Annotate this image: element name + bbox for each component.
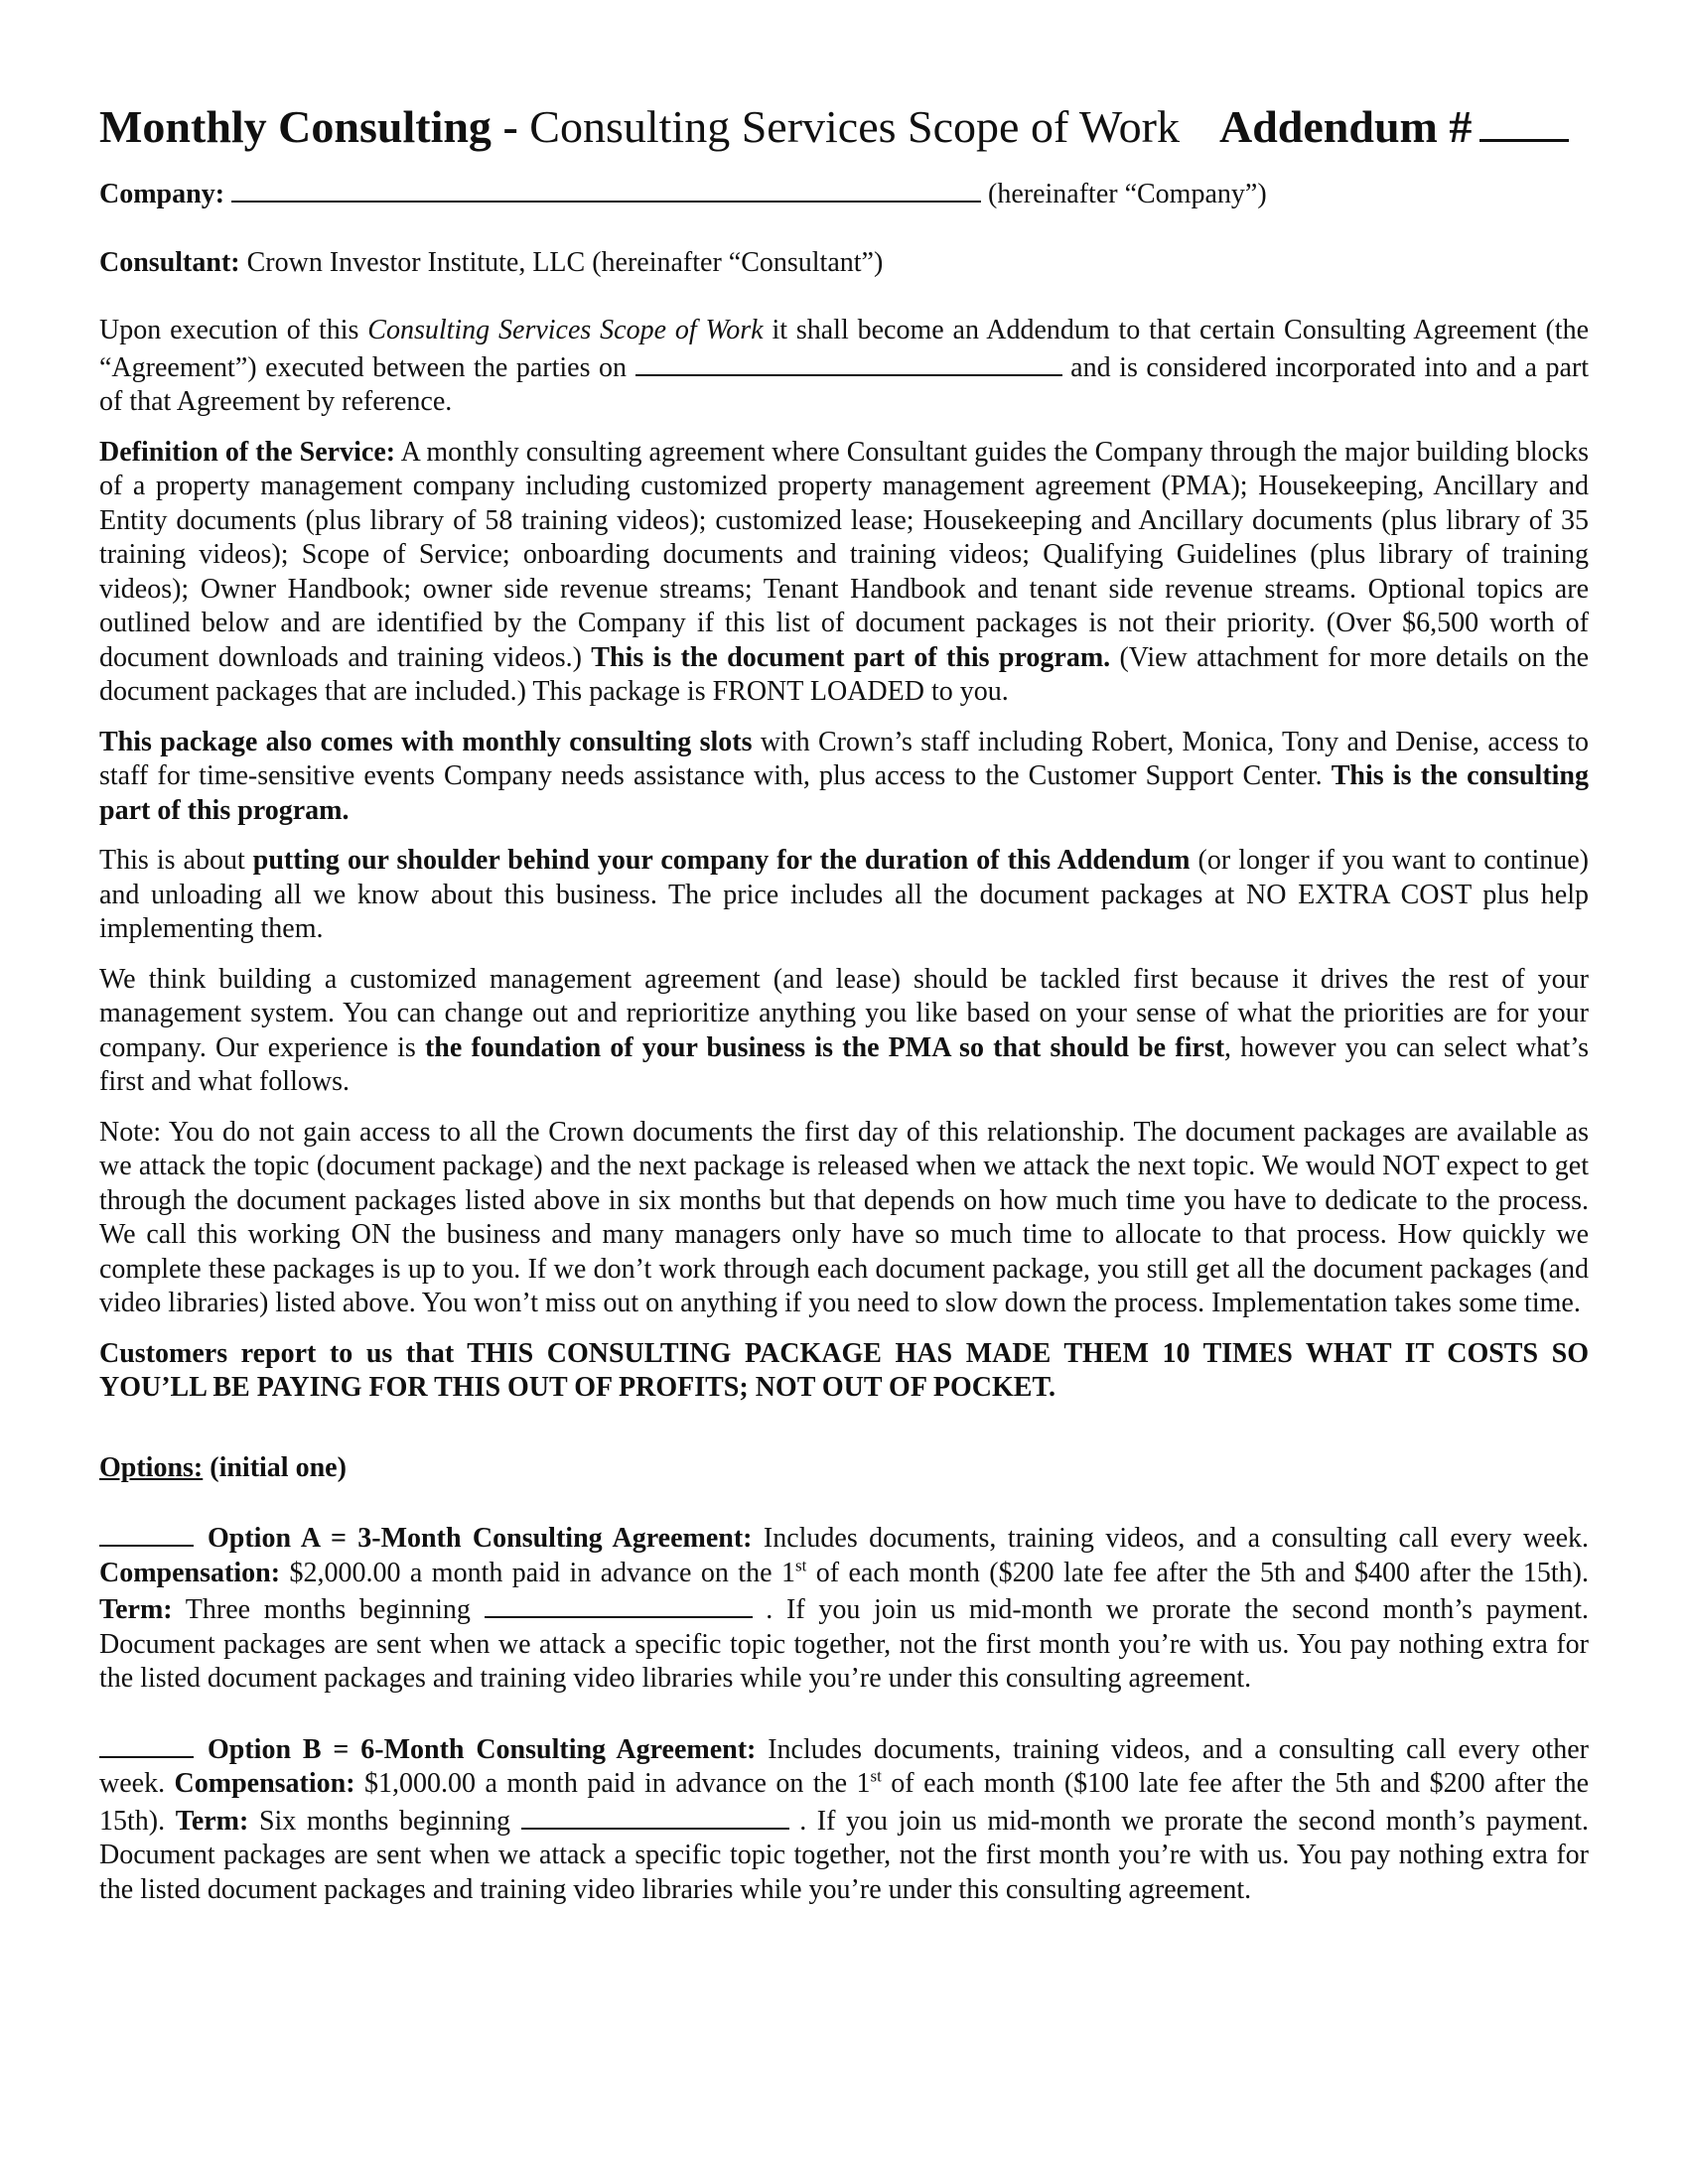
slots-bold-2: This is the consulting part of this program. — [99, 760, 1589, 826]
option-b-text-3: of each month ($100 late fee after the 5th and $200 after the 15th). — [99, 1768, 1590, 1837]
option-b-sup: st — [870, 1766, 882, 1786]
option-a-term-label: Term: — [99, 1594, 173, 1625]
slots-text: with Crown’s staff including Robert, Monica, Tony and Denise, access to staff for time-sensitive events Company needs assistance with, plus access to the Customer Support Center. — [99, 726, 1590, 791]
addendum-number-field[interactable] — [1479, 101, 1569, 142]
option-b-comp-label: Compensation: — [174, 1768, 355, 1799]
title-dash: - — [491, 101, 530, 152]
definition-text-2: (View attachment for more details on the document packages that are included.) This package is FRONT LOADED to you. — [99, 641, 1589, 707]
option-a-initial-field[interactable] — [99, 1519, 194, 1547]
company-label: Company: — [99, 179, 225, 209]
option-b-text-4: Six months beginning — [248, 1805, 521, 1837]
option-b — [99, 1730, 1589, 1908]
option-b-text-1: Includes documents, training videos, and a consulting call every other week. — [99, 1733, 1589, 1799]
option-b-text-2: $1,000.00 a month paid in advance on the 1 — [354, 1768, 871, 1799]
shoulder-text-1: This is about — [99, 845, 253, 876]
definition-text: A monthly consulting agreement where Consultant guides the Company through the major building blocks of a property management company including customized property management agreement (PMA); Housekeeping, Ancillary and Entity documents (plus library of 58 training videos); customized lease; Housekeeping and Ancillary documents (plus library of 35 training videos); Scope of Service; onboarding documents and training videos; Qualifying Guidelines (plus library of training videos); Owner Handbook; owner side revenue streams; Tenant Handbook and tenant side revenue streams. Optional topics are outlined below and are identified by the Company if this list of document packages is not their priority. (Over $6,500 worth of document downloads and training videos.) — [99, 436, 1589, 673]
note-paragraph: Note: You do not gain access to all the Crown documents the first day of this relationship. The document packages are available as we attack the topic (document package) and the next package is released when we attack the next topic. We would NOT expect to get through the document packages listed above in six months but that depends on how much time you have to dedicate to the process. We call this working ON the business and many managers only have so much time to allocate to that process. How quickly we complete these packages is up to you. If we don’t work through each document package, you still get all the document packages (and video libraries) listed above. You won’t miss out on anything if you need to slow down the process. Implementation takes some time. — [99, 1116, 1589, 1318]
consultant-text: Crown Investor Institute, LLC (hereinafter “Consultant”) — [239, 246, 884, 278]
definition-bold: This is the document part of this program. — [591, 641, 1111, 673]
consulting-slots-paragraph — [99, 726, 1589, 829]
option-a-label: Option A = 3-Month Consulting Agreement: — [208, 1523, 753, 1554]
option-a-start-date-field[interactable] — [485, 1590, 753, 1618]
pma-text-2: , however you can select what’s first and what follows. — [99, 1031, 1589, 1097]
intro-text-3: and is considered incorporated into and a part of that Agreement by reference. — [99, 351, 1589, 417]
definition-label: Definition of the Service: — [99, 436, 396, 468]
page-title — [99, 99, 1589, 155]
intro-text-1: Upon execution of this — [99, 315, 368, 345]
shoulder-bold: putting our shoulder behind your company for the duration of this Addendum — [252, 845, 1191, 876]
intro-doc-title: Consulting Services Scope of Work — [367, 315, 764, 345]
options-heading-label: Options: — [99, 1451, 204, 1483]
option-a-text-2: $2,000.00 a month paid in advance on the 1 — [280, 1557, 795, 1588]
title-bold: Monthly Consulting — [99, 101, 492, 152]
slots-bold-1: This package also comes with monthly consulting slots — [99, 726, 753, 757]
agreement-date-field[interactable] — [635, 348, 1062, 376]
pma-text-1: We think building a customized management agreement (and lease) should be tackled first because it drives the rest of your management system. You can change out and reprioritize anything you like based on your sense of what the priorities are for your company. Our experience is — [99, 963, 1589, 1063]
intro-paragraph — [99, 314, 1589, 420]
option-a-text-3: of each month ($200 late fee after the 5th and $400 after the 15th). — [806, 1557, 1590, 1588]
option-a-text-5: . If you join us mid-month we prorate the second month’s payment. Document packages are sent when we attack a specific topic together, not the first month you’re with us. You pay nothing extra for the listed document packages and training video libraries while you’re under this consulting agreement. — [99, 1594, 1590, 1694]
pma-paragraph — [99, 963, 1589, 1100]
option-a — [99, 1519, 1589, 1697]
option-a-comp-label: Compensation: — [99, 1557, 281, 1588]
customers-paragraph: Customers report to us that THIS CONSULTING PACKAGE HAS MADE THEM 10 TIMES WHAT IT COSTS SO YOU’LL BE PAYING FOR THIS OUT OF PROFITS; NOT OUT OF POCKET. — [99, 1337, 1589, 1403]
options-heading-note: (initial one) — [203, 1451, 347, 1483]
option-b-start-date-field[interactable] — [521, 1802, 789, 1830]
options-heading — [99, 1451, 1589, 1486]
company-line — [99, 175, 1589, 212]
company-suffix: (hereinafter “Company”) — [988, 179, 1267, 209]
option-a-sup: st — [794, 1556, 807, 1575]
addendum-label: Addendum # — [1218, 101, 1473, 152]
consultant-line — [99, 246, 1589, 281]
option-a-text-4: Three months beginning — [172, 1594, 485, 1625]
option-a-text-1: Includes documents, training videos, and a consulting call every week. — [752, 1523, 1589, 1554]
pma-bold: the foundation of your business is the PMA so that should be first — [424, 1031, 1225, 1063]
intro-text-2: it shall become an Addendum to that certain Consulting Agreement (the “Agreement”) executed between the parties on — [99, 315, 1590, 383]
shoulder-paragraph — [99, 844, 1589, 947]
option-b-label: Option B = 6-Month Consulting Agreement: — [208, 1733, 757, 1765]
shoulder-text-2: (or longer if you want to continue) and unloading all we know about this business. The price includes all the document packages at NO EXTRA COST plus help implementing them. — [99, 845, 1589, 944]
definition-paragraph — [99, 436, 1589, 710]
option-b-text-5: . If you join us mid-month we prorate the second month’s payment. Document packages are sent when we attack a specific topic together, not the first month you’re with us. You pay nothing extra for the listed document packages and training video libraries while you’re under this consulting agreement. — [99, 1805, 1589, 1905]
option-b-initial-field[interactable] — [99, 1730, 194, 1758]
consultant-label: Consultant: — [99, 246, 240, 278]
company-name-field[interactable] — [231, 175, 981, 203]
option-b-term-label: Term: — [175, 1805, 249, 1837]
title-rest: Consulting Services Scope of Work — [529, 101, 1180, 152]
document-page — [99, 99, 1589, 1941]
